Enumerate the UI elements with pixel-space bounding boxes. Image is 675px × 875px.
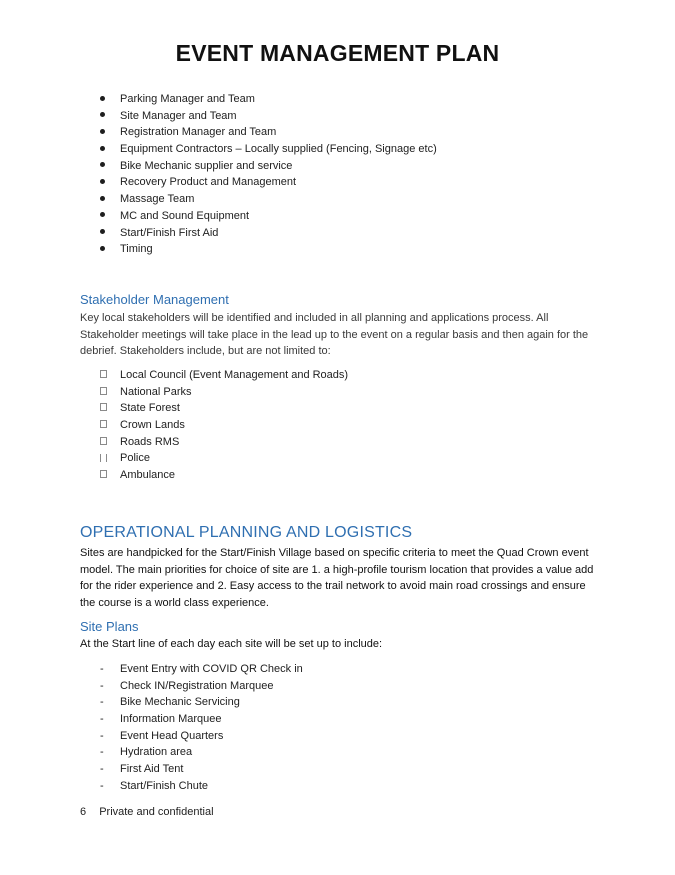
stakeholder-item-label: Crown Lands — [120, 419, 185, 432]
checkbox-icon — [100, 367, 114, 384]
dash-marker: - — [100, 763, 104, 776]
bullet-marker — [100, 124, 114, 141]
site-plan-item-label: Event Head Quarters — [120, 729, 224, 742]
checkbox-icon — [100, 467, 114, 484]
site-plan-item-label: Event Entry with COVID QR Check in — [120, 663, 303, 675]
checkbox-icon — [100, 450, 114, 467]
team-list-item-label: MC and Sound Equipment — [120, 209, 250, 222]
team-list-item-label: Recovery Product and Management — [120, 176, 297, 189]
dash-marker: - — [100, 713, 104, 726]
checkbox-icon — [100, 417, 114, 434]
site-plan-item-label: Start/Finish Chute — [120, 779, 209, 792]
checkbox-icon — [100, 384, 114, 401]
checkbox-icon — [100, 434, 114, 451]
site-plans-intro: At the Start line of each day each site will be set up to include: — [80, 638, 383, 650]
team-list-item-label: Bike Mechanic supplier and service — [120, 159, 293, 172]
team-list-item-label: Site Manager and Team — [120, 109, 237, 122]
team-list-item-label: Registration Manager and Team — [120, 126, 277, 139]
bullet-marker — [100, 174, 114, 191]
site-plan-item-label: Check IN/Registration Marquee — [120, 679, 274, 692]
team-list-item-label: Parking Manager and Team — [120, 93, 255, 105]
bullet-marker — [100, 108, 114, 125]
dash-marker: - — [100, 746, 104, 759]
dash-marker: - — [100, 729, 104, 742]
dash-marker: - — [100, 696, 104, 709]
stakeholder-item-label: State Forest — [120, 402, 180, 415]
site-plan-item-label: First Aid Tent — [120, 763, 184, 776]
dash-marker: - — [100, 779, 104, 792]
team-list-item-label: Equipment Contractors – Locally supplied (Fencing, Signage etc) — [120, 143, 437, 156]
bullet-marker — [100, 225, 114, 242]
team-list-item-label: Start/Finish First Aid — [120, 226, 219, 239]
stakeholder-paragraph: Key local stakeholders will be identified and included in all planning and applications process. All Stakeholder meetings will take place in the lead up to the event on a regular basis and then again for the debrief. Stakeholders include, but are not limited to: — [80, 312, 589, 358]
bullet-marker — [100, 191, 114, 208]
page-number: 6 — [80, 806, 87, 818]
bullet-marker — [100, 91, 114, 108]
team-list-item-label: Timing — [120, 243, 153, 256]
stakeholder-item-label: Police — [120, 452, 150, 465]
document-title: EVENT MANAGEMENT PLAN — [175, 40, 500, 66]
site-plan-item-label: Information Marquee — [120, 713, 222, 726]
stakeholder-item-label: National Parks — [120, 385, 192, 398]
bullet-marker — [100, 208, 114, 225]
operational-paragraph: Sites are handpicked for the Start/Finish Village based on specific criteria to meet the Quad Crown event model. The main priorities for choice of site are 1. a high-profile tourism location that provides a value add for the rider experience and 2. Easy access to the trail network to avoid main road crossings and ensure the course is a world class experience. — [80, 547, 594, 609]
stakeholder-item-label: Roads RMS — [120, 435, 180, 448]
site-plan-item-label: Hydration area — [120, 746, 193, 759]
page-footer — [80, 806, 214, 818]
site-plans-heading: Site Plans — [80, 619, 139, 634]
team-list-item-label: Massage Team — [120, 193, 195, 206]
stakeholder-heading: Stakeholder Management — [80, 292, 229, 307]
bullet-marker — [100, 141, 114, 158]
footer-text: Private and confidential — [99, 806, 214, 818]
dash-marker: - — [100, 679, 104, 692]
checkbox-icon — [100, 400, 114, 417]
dash-marker: - — [100, 663, 104, 675]
site-plan-item-label: Bike Mechanic Servicing — [120, 696, 240, 709]
operational-heading: OPERATIONAL PLANNING AND LOGISTICS — [80, 524, 413, 541]
stakeholder-item-label: Local Council (Event Management and Roads) — [120, 369, 349, 381]
bullet-marker — [100, 241, 114, 258]
stakeholder-item-label: Ambulance — [120, 469, 176, 482]
bullet-marker — [100, 158, 114, 175]
